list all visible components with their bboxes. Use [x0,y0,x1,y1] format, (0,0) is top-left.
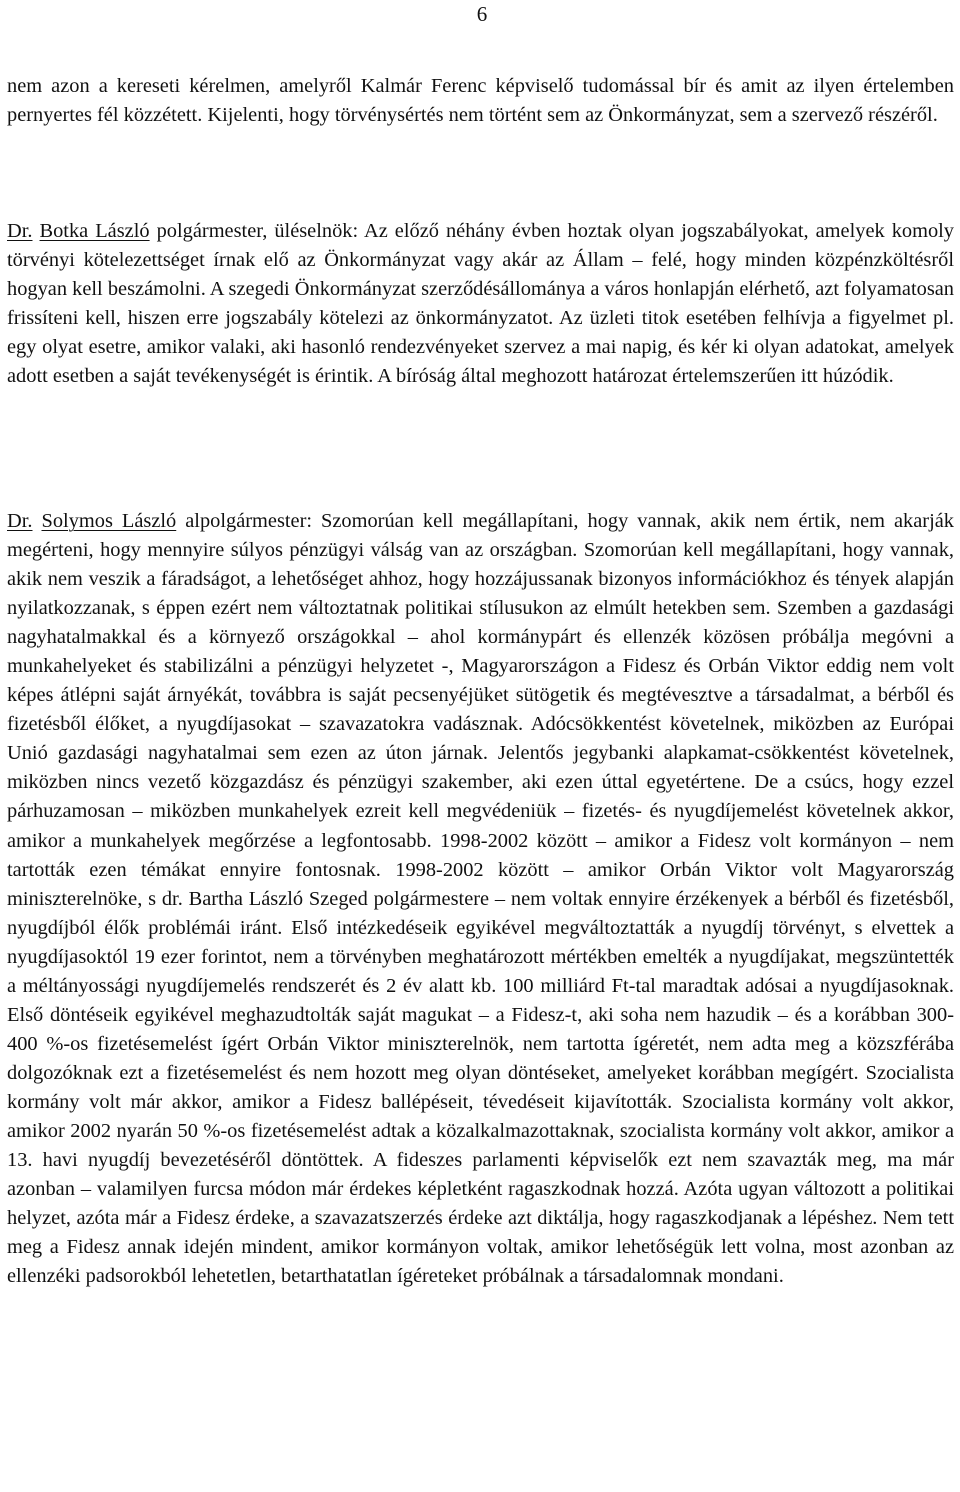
speaker-title: Dr. [7,220,33,242]
paragraph-text: alpolgármester: Szomorúan kell megállapítani, hogy vannak, akik nem értik, nem akarják megérteni, hogy mennyire súlyos pénzügyi válság van az országban. Szomorúan kell megállapítani, hogy vannak, akik nem veszik a fáradságot, a lehetőséget ahhoz, hogy hozzájussanak bizonyos információkhoz és tények alapján nyilatkozzanak, s éppen ezért nem változtatnak politikai stílusukon az elmúlt hetekben sem. Szemben a gazdasági nagyhatalmakkal és a környező országokkal – ahol kormánypárt és ellenzék közösen próbálja megóvni a munkahelyeket és stabilizálni a pénzügyi helyzetet -, Magyarországon a Fidesz és Orbán Viktor eddig nem volt képes átlépni saját árnyékát, továbbra is saját pecsenyéjüket sütögetik és megtévesztve a társadalmat, a bérből és fizetésből élőket, a nyugdíjasokat – szavazatokra vadásznak. Adócsökkentést követelnek, miközben az Európai Unió gazdasági nagyhatalmai sem ezen az úton járnak. Jelentős jegybanki alapkamat-csökkentést követelnek, miközben nincs vezető közgazdász és pénzügyi szakember, aki ezen úttal egyetértene. De a csúcs, hogy ezzel párhuzamosan – miközben munkahelyek ezreit kell megvédeniük – fizetés- és nyugdíjemelést követelnek akkor, amikor a munkahelyek megőrzése a legfontosabb. 1998-2002 között – amikor a Fidesz volt kormányon – nem tartották ezen témákat ennyire fontosnak. 1998-2002 között – amikor Orbán Viktor volt Magyarország miniszterelnöke, s dr. Bartha László Szeged polgármestere – nem voltak ennyire érzékenyek a bérből és fizetésből, nyugdíjból élők problémái iránt. Első intézkedéseik egyikével megváltoztatták a nyugdíj törvényt, s elvettek a nyugdíjasoktól 19 ezer forintot, nem a törvényben meghatározott mértékben emelték a nyugdíjakat, megszüntették a méltányossági nyugdíjemelés rendszerét és 2 év alatt kb. 100 milliárd Ft-tal maradtak adósai a nyugdíjasoknak. Első döntéseik egyikével meghazudtolták saját magukat – a Fidesz-t, aki soha nem hazudik – és a korábban 300-400 %-os fizetésemelést ígért Orbán Viktor miniszterelnök, nem tartotta ígéretét, nem adta meg a közszférába dolgozóknak ezt a fizetésemelést és nem hozott meg olyan döntéseket, amelyeket korábban megígért. Szocialista kormány volt már akkor, amikor a Fidesz ballépéseit, tévedéseit kijavították. Szocialista kormány volt akkor, amikor 2002 nyarán 50 %-os fizetésemelést adtak a közalkalmazottaknak, szocialista kormány volt akkor, amikor a 13. havi nyugdíj bevezetéséről döntöttek. A fideszes parlamenti képviselők ezt nem szavazták meg, ma már azonban – valamilyen furcsa módon már érdekes képletként ragaszkodnak hozzá. Azóta ugyan változott a politikai helyzet, azóta már a Fidesz érdeke, a szavazatszerzés érdeke azt diktálja, hogy ragaszkodjanak a lépéshez. Nem tett meg a Fidesz annak idején mindent, amikor kormányon voltak, amikor lehetőségük lett volna, most azonban az ellenzéki padsorokból lehetetlen, betarthatatlan ígéreteket próbálnak a társadalomnak mondani. [7,510,954,1288]
page-number: 6 [476,2,488,26]
paragraph-solymos [7,507,954,1291]
paragraph-text: polgármester, üléselnök: Az előző néhány évben hoztak olyan jogszabályokat, amelyek komoly törvényi kötelezettséget írnak elő az Önkormányzat vagy akár az Állam – felé, hogy minden közpénzköltésről hogyan kell beszámolni. A szegedi Önkormányzat szerződésállománya a város honlapján elérhető, azt folyamatosan frissíteni kell, hiszen erre jogszabály kötelezi az önkormányzatot. Az üzleti titok esetében felhívja a figyelmet pl. egy olyat esetre, amikor valaki, aki hasonló rendezvényeket szervez a mai napig, és kér ki olyan adatokat, amelyek adott esetben a saját tevékenységét is érintik. A bíróság által meghozott határozat értelemszerűen itt húzódik. [7,220,955,388]
paragraph-text: nem azon a kereseti kérelmen, amelyről Kalmár Ferenc képviselő tudomással bír és amit az ilyen értelemben pernyertes fél közzétett. Kijelenti, hogy törvénysértés nem történt sem az Önkormányzat, sem a szervező részéről. [7,75,954,127]
speaker-title: Dr. [7,510,33,532]
paragraph-continuation [7,72,954,130]
speaker-name: Botka László [39,220,150,242]
speaker-name: Solymos László [41,510,177,532]
paragraph-botka [7,217,954,391]
